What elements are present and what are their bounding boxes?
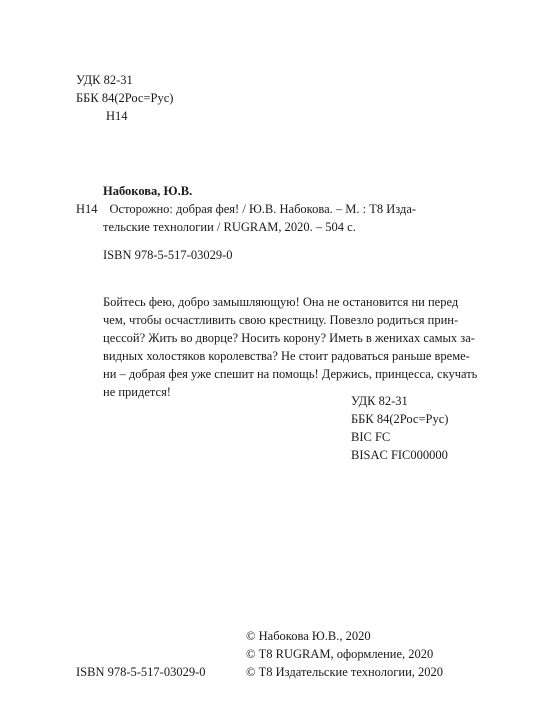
annotation-line: ни – добрая фея уже спешит на помощь! Держись, принцесса, скучать	[103, 367, 478, 381]
udk-code: УДК 82-31	[351, 394, 408, 408]
bbk-code: ББК 84(2Рос=Рус)	[76, 91, 174, 105]
isbn-bottom: ISBN 978-5-517-03029-0	[76, 665, 206, 679]
bibliographic-description	[76, 200, 416, 236]
bisac-code: BISAC FIC000000	[351, 448, 448, 462]
bbk-code: ББК 84(2Рос=Рус)	[351, 412, 449, 426]
annotation-line: не придется!	[103, 385, 171, 399]
biblio-line-1	[76, 200, 416, 218]
record-mark: Н14	[76, 202, 98, 216]
top-classification-codes	[76, 71, 173, 125]
author-mark: Н14	[106, 109, 128, 123]
annotation-line: Бойтесь фею, добро замышляющую! Она не остановится ни перед	[103, 295, 459, 309]
udk-code: УДК 82-31	[76, 73, 133, 87]
bic-code: BIC FC	[351, 430, 391, 444]
biblio-title-line: Осторожно: добрая фея! / Ю.В. Набокова. – М. : Т8 Изда-	[109, 202, 417, 216]
isbn-main: ISBN 978-5-517-03029-0	[103, 248, 233, 262]
copyright-line: © Набокова Ю.В., 2020	[246, 629, 371, 643]
copyright-line: © Т8 Издательские технологии, 2020	[246, 665, 444, 679]
annotation-line: цессой? Жить во дворце? Носить корону? Иметь в женихах самых за-	[103, 331, 475, 345]
annotation-line: видных холостяков королевства? Не стоит радоваться раньше време-	[103, 349, 470, 363]
annotation-line: чем, чтобы осчастливить свою крестницу. Повезло родиться прин-	[103, 313, 459, 327]
copyright-block	[246, 627, 443, 681]
right-classification-codes	[351, 392, 448, 464]
copyright-line: © Т8 RUGRAM, оформление, 2020	[246, 647, 434, 661]
biblio-line-2: тельские технологии / RUGRAM, 2020. – 504 с.	[103, 220, 356, 234]
annotation-text	[103, 293, 477, 401]
record-author: Набокова, Ю.В.	[103, 184, 193, 198]
